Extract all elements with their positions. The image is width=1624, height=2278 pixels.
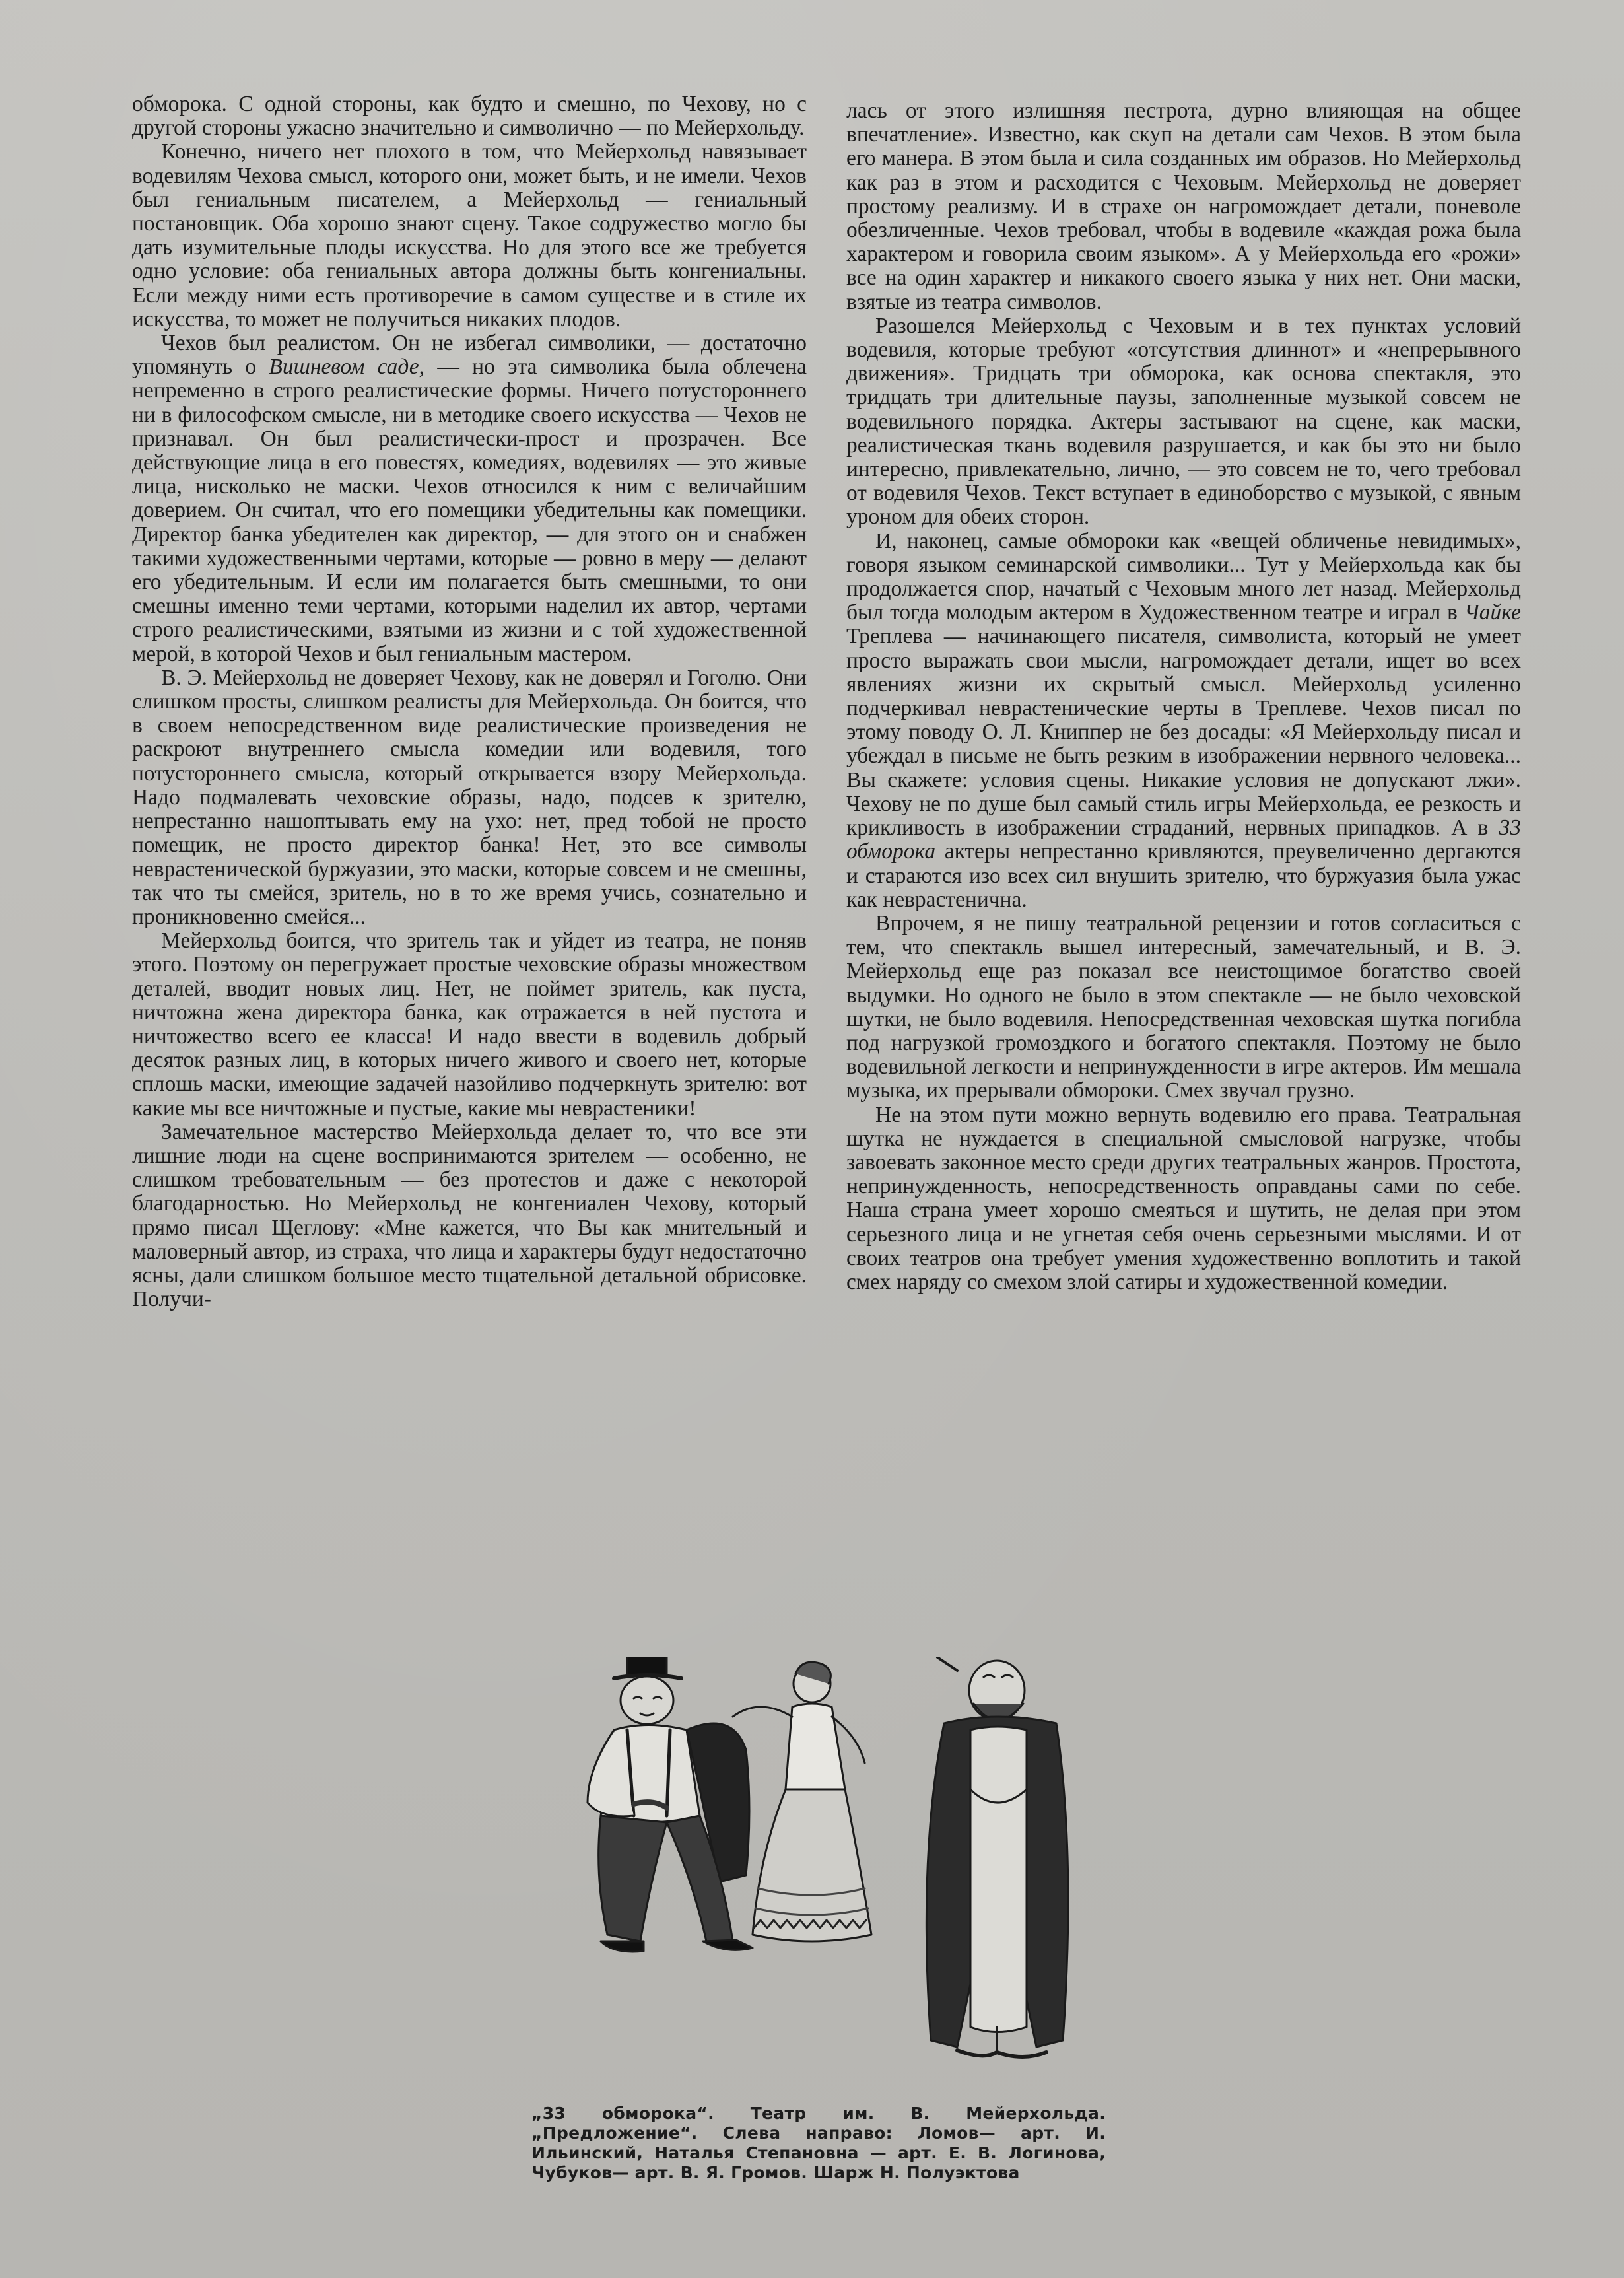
figure-lomov: [588, 1657, 753, 1952]
paragraph: [132, 929, 807, 1121]
figure-natalia: [733, 1662, 871, 1941]
italic-title: Вишневом саде,: [269, 355, 425, 380]
paragraph-text: Не на этом пути можно вернуть водевилю его права. Театральная шутка не нуждается в специальной смысловой нагрузке, чтобы завоевать законное место среди других театральных жанров. Простота, непринужденность, непосредственность оправданы сами по себе. Наша страна умеет хорошо смеяться и шутить, не делая при этом серьезного лица и не угнетая себя очень серьезными мыслями. И от своих театров она требует умения художественно воплотить и такой смех наряду со смехом злой сатиры и художественной комедии.: [846, 1102, 1521, 1294]
paragraph: [846, 530, 1521, 912]
caricature-drawing: [535, 1657, 1116, 2080]
paragraph-text: Треплева — начинающего писателя, символиста, который не умеет просто выражать свои мысли, нагромождает детали, ищет во всех явлениях жизни их скрытый смысл. Мейерхольд усиленно подчеркивал неврастенические черты в Треплеве. Чехов писал по этому поводу О. Л. Книппер не без досады: «Я Мейерхольду писал и убеждал в письме не быть резким в изображении нервного человека... Вы скажете: условия сцены. Никакие условия не допускают лжи». Чехову не по душе был самый стиль игры Мейерхольда, ее резкость и крикливость в изображении страданий, нервных припадков. А в: [846, 624, 1521, 841]
paragraph-text: И, наконец, самые обмороки как «вещей обличенье невидимых», говоря языком семинарской символики... Тут у Мейерхольда как бы продолжается спор, начатый с Чеховым много лет назад. Мейерхольд был тогда молодым актером в Художественном театре и играл в: [846, 528, 1521, 625]
paragraph-text: Мейерхольд боится, что зритель так и уйдет из театра, не поняв этого. Поэтому он перегружает простые чеховские образы множеством деталей, вводит новых лиц. Нет, не поймет зритель, как пуста, ничтожна жена директора банка, как отражается в ней пустота и ничтожество всего ее класса! И надо ввести в водевиль добрый десяток разных лиц, в которых ничего живого и своего нет, которые сплошь маски, имеющие задачей назойливо подчеркнуть зрителю: вот какие мы все ничтожные и пустые, какие мы неврастеники!: [132, 928, 807, 1121]
paragraph: [132, 140, 807, 331]
paragraph: [132, 92, 807, 140]
paragraph: [846, 99, 1521, 314]
illustration-caption: „33 обморока“. Театр им. В. Мейерхольда. „Предложение“. Слева направо: Ломов— арт. И. Ильинский, Наталья Степановна — арт. Е. В. Логинова, Чубуков— арт. В. Я. Громов. Шарж Н. Полуэктова: [531, 2104, 1106, 2182]
paragraph: [132, 331, 807, 666]
paragraph-text: лась от этого излишняя пестрота, дурно влияющая на общее впечатление». Известно, как скуп на детали сам Чехов. В этом была его манера. В этом была и сила созданных им образов. Но Мейерхольд как раз в этом и расходится с Чеховым. Мейерхольд не доверяет простому реализму. И в страхе он нагромождает детали, поневоле обезличенные. Чехов требовал, чтобы в водевиле «каждая рожа была характером и говорила своим языком». А у Мейерхольда его «рожи» все на один характер и никакого своего языка у них нет. Они маски, взятые из театра символов.: [846, 98, 1521, 314]
paragraph-text: Конечно, ничего нет плохого в том, что Мейерхольд навязывает водевилям Чехова смысл, которого они, может быть, и не имели. Чехов был гениальным писателем, а Мейерхольд — гениальный постановщик. Оба хорошо знают сцену. Такое содружество могло бы дать изумительные плоды искусства. Но для этого все же требуется одно условие: оба гениальных автора должны быть конгениальны. Если между ними есть противоречие в самом существе и в стиле их искусства, то может не получиться никаких плодов.: [132, 139, 807, 331]
paragraph: [132, 666, 807, 929]
right-column: [846, 99, 1521, 1294]
paragraph-text: — но эта символика была облечена непременно в строго реалистические формы. Ничего потустороннего ни в философском смысле, ни в методике своего искусства — Чехов не признавал. Он был реалистически-прост и прозрачен. Все действующие лица в его повестях, комедиях, водевилях — это живые лица, нисколько не маски. Чехов относился к ним с величайшим доверием. Он считал, что его помещики убедительны как помещики. Директор банка убедителен как директор, — для этого он и снабжен такими художественными чертами, которые — ровно в меру — делают его убедительным. И если им полагается быть смешными, то они смешны именно теми чертами, которыми наделил их автор, чертами строго реалистическими, взятыми из жизни и с той художественной мерой, в которой Чехов и был гениальным мастером.: [132, 355, 807, 666]
italic-title: Чайке: [1464, 600, 1521, 625]
paragraph: [846, 1103, 1521, 1295]
paragraph-text: В. Э. Мейерхольд не доверяет Чехову, как не доверял и Гоголю. Они слишком просты, слишком реалисты для Мейерхольда. Он боится, что в своем непосредственном виде реалистические произведения не раскроют внутреннего смысла комедии или водевиля, того потустороннего смысла, который открывается взору Мейерхольда. Надо подмалевать чеховские образы, надо, подсев к зрителю, непрестанно нашоптывать ему на ухо: нет, пред тобой не просто помещик, не просто директор банка! Нет, это все символы неврастенической буржуазии, это маски, которые совсем и не смешны, так что ты смейся, зритель, но в то же время учись, сознательно и проникновенно смейся...: [132, 665, 807, 929]
paragraph: [846, 912, 1521, 1103]
left-column: [132, 92, 807, 1311]
paragraph-text: Разошелся Мейерхольд с Чеховым и в тех пунктах условий водевиля, которые требуют «отсутствия длиннот» и «непрерывного движения». Тридцать три обморока, как основа спектакля, это тридцать три длительные паузы, заполненные музыкой совсем не водевильного порядка. Актеры застывают на сцене, как маски, реалистическая ткань водевиля разрушается, и как бы это ни было интересно, привлекательно, лично, — это совсем не то, чего требовал от водевиля Чехов. Текст вступает в единоборство с музыкой, с явным уроном для обеих сторон.: [846, 313, 1521, 530]
paragraph-text: актеры непрестанно кривляются, преувеличенно дергаются и стараются изо всех сил внушить зрителю, что буржуазия была ужас как неврастенична.: [846, 839, 1521, 912]
paragraph: [132, 1121, 807, 1312]
paragraph: [846, 314, 1521, 530]
paragraph-text: Замечательное мастерство Мейерхольда делает то, что все эти лишние люди на сцене воспринимаются зрителем — особенно, не слишком требовательным — без протестов и даже с некоторой благодарностью. Но Мейерхольд не конгениален Чехову, который прямо писал Щеглову: «Мне кажется, что Вы как мнительный и маловерный автор, из страха, что лица и характеры будут недостаточно ясны, дали слишком большое место тщательной детальной обрисовке. Получи-: [132, 1119, 807, 1312]
figure-chubukov: [926, 1657, 1068, 2057]
caricature-illustration: [535, 1657, 1116, 2080]
paragraph-text: Впрочем, я не пишу театральной рецензии и готов согласиться с тем, что спектакль вышел интересный, замечательный, и В. Э. Мейерхольд еще раз показал все неистощимое богатство своей выдумки. Но одного не было в этом спектакле — не было чеховской шутки, не было водевиля. Непосредственная чеховская шутка погибла под нагрузкой громоздкого и богатого спектакля. Поэтому не было водевильной легкости и непринужденности в игре актеров. Им мешала музыка, их прерывали обмороки. Смех звучал грузно.: [846, 911, 1521, 1103]
italic-title: 33 обморока: [846, 815, 1521, 864]
paragraph-text: обморока. С одной стороны, как будто и смешно, по Чехову, но с другой стороны ужасно значительно и символично — по Мейерхольду.: [132, 92, 807, 141]
paragraph-text: Чехов был реалистом. Он не избегал символики, — достаточно упомянуть о: [132, 331, 807, 380]
